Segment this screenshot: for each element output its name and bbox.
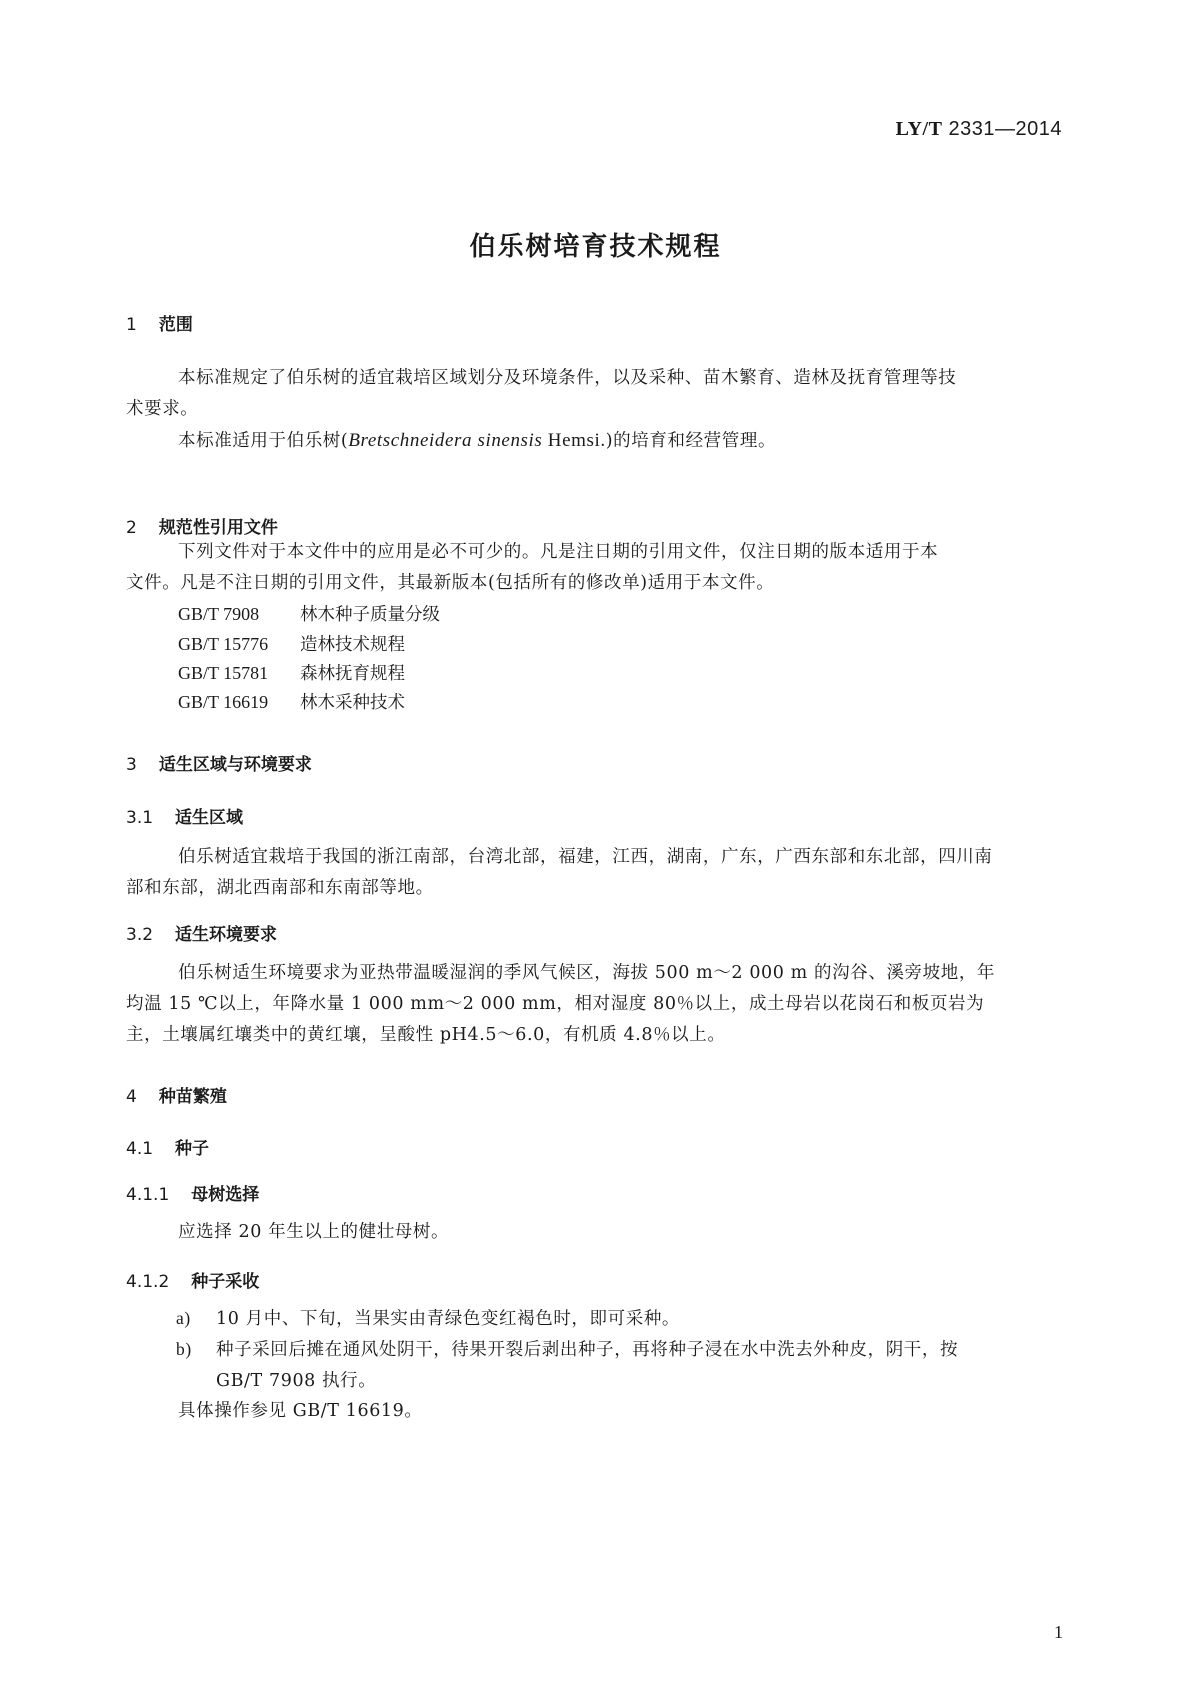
heading-4-1-2: 4.1.2 种子采收	[126, 1272, 260, 1292]
heading-3-2: 3.2 适生环境要求	[126, 925, 278, 945]
document-title: 伯乐树培育技术规程	[469, 232, 722, 262]
heading-4-1-1: 4.1.1 母树选择	[126, 1185, 260, 1205]
list-item: a) 10 月中、下旬，当果实由青绿色变红褐色时，即可采种。	[176, 1308, 681, 1329]
mother-tree-paragraph: 应选择 20 年生以上的健壮母树。	[178, 1222, 450, 1242]
scope-paragraph: 本标准规定了伯乐树的适宜栽培区域划分及环境条件，以及采种、苗木繁育、造林及抚育管理等技 术要求。 本标准适用于伯乐树(Bretschneidera sinensis Hemsi.)的培育和经营管理。	[126, 363, 1056, 457]
scope-applicability: 本标准适用于伯乐树(Bretschneidera sinensis Hemsi.)的培育和经营管理。	[178, 430, 777, 451]
heading-1: 1 范围	[126, 315, 193, 335]
heading-4: 4 种苗繁殖	[126, 1087, 227, 1107]
heading-4-1: 4.1 种子	[126, 1139, 210, 1159]
species-name: Bretschneidera sinensis	[348, 430, 543, 451]
reference-item: GB/T 15776 造林技术规程	[178, 634, 405, 655]
normative-references-paragraph: 下列文件对于本文件中的应用是必不可少的。凡是注日期的引用文件，仅注日期的版本适用于本 文件。凡是不注日期的引用文件，其最新版本(包括所有的修改单)适用于本文件。	[126, 542, 939, 593]
page-number: 1	[1054, 1622, 1063, 1642]
heading-3-1: 3.1 适生区域	[126, 808, 244, 828]
heading-2: 2 规范性引用文件	[126, 518, 278, 538]
standard-code-prefix: LY/T	[895, 118, 943, 140]
reference-item: GB/T 16619 林木采种技术	[178, 692, 405, 713]
seed-collection-note: 具体操作参见 GB/T 16619。	[178, 1401, 423, 1421]
suitable-region-paragraph: 伯乐树适宜栽培于我国的浙江南部，台湾北部，福建，江西，湖南，广东，广西东部和东北部，四川南 部和东部，湖北西南部和东南部等地。	[126, 847, 993, 898]
reference-item: GB/T 15781 森林抚育规程	[178, 663, 405, 684]
list-item: b) 种子采回后摊在通风处阴干，待果开裂后剥出种子，再将种子浸在水中洗去外种皮，阴干，按 GB/T 7908 执行。	[176, 1339, 959, 1391]
environment-paragraph: 伯乐树适生环境要求为亚热带温暖湿润的季风气候区，海拔 500 m～2 000 m 的沟谷、溪旁坡地，年 均温 15 ℃以上，年降水量 1 000 mm～2 000 mm，相对湿度 80％以上，成土母岩以花岗石和板页岩为 主，土壤属红壤类中的黄红壤，呈酸性 pH4.5～6.0，有机质 4.8％以上。	[126, 963, 996, 1045]
standard-code-number: 2331—2014	[942, 118, 1062, 140]
standard-code	[896, 118, 1062, 141]
reference-item: GB/T 7908 林木种子质量分级	[178, 604, 440, 625]
heading-3: 3 适生区域与环境要求	[126, 755, 312, 775]
